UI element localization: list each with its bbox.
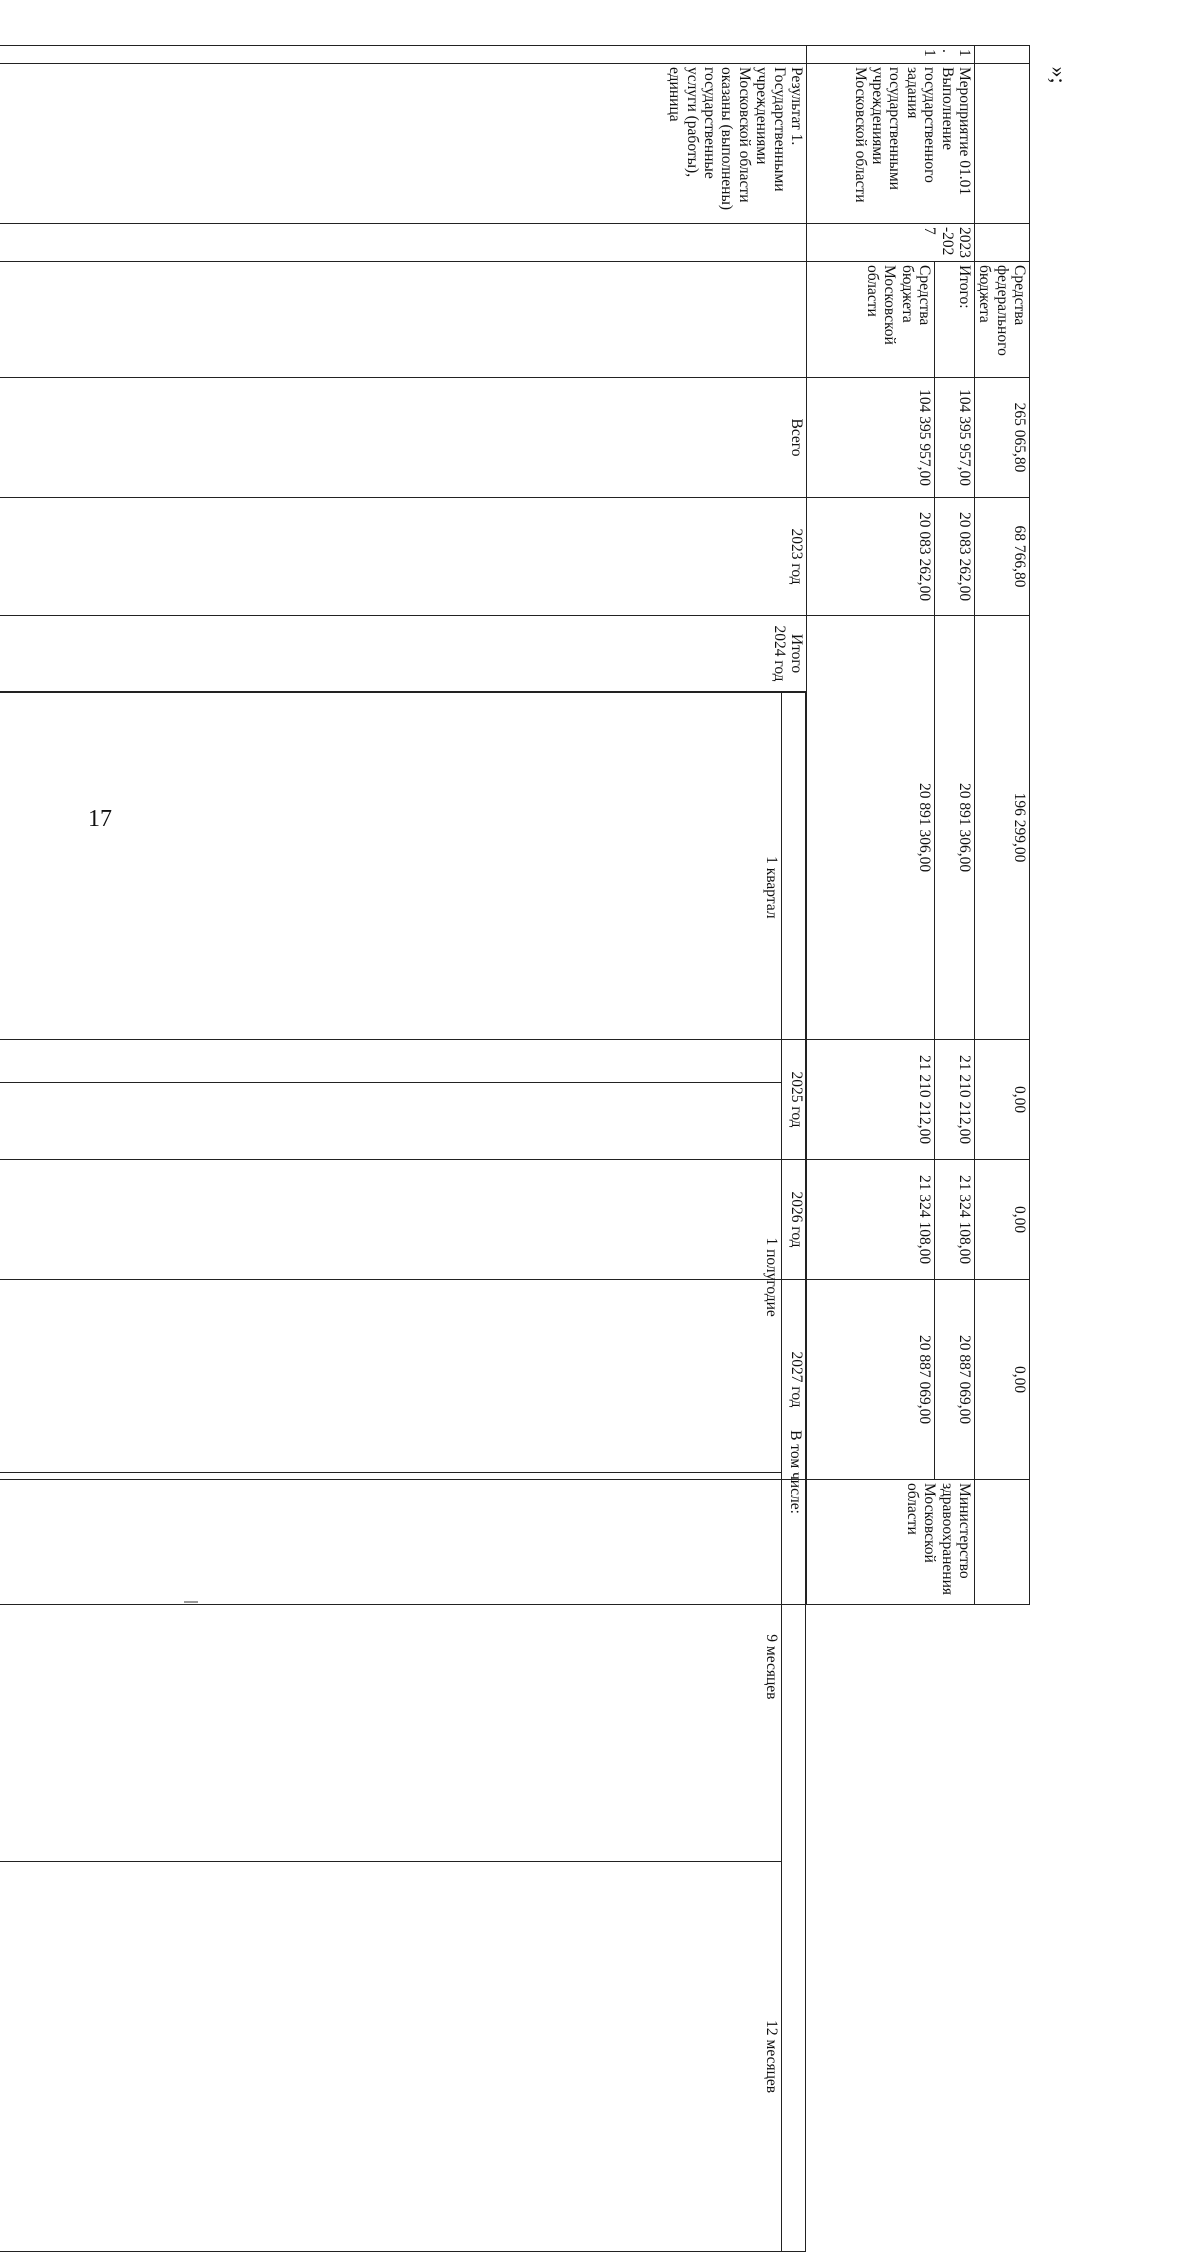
result-1-label: Результат 1. Государственными учреждениями Московской области оказаны (выполнены) государственные услуги (работы), единица [0,64,806,224]
page-number: 17 [88,806,112,832]
y2023-cell: 68 766,80 [974,498,1029,616]
y2025-cell: 0,00 [974,1040,1029,1160]
result-1-2027-header: 2027 год [0,1280,806,1480]
result-1-2024-header: Итого 2024 год [0,616,806,692]
result-1-total-header: Всего [0,378,806,498]
result-1-executor [0,1480,806,1605]
closing-quote-mark: »; [1046,66,1072,84]
rotated-table-wrapper [132,45,1030,2094]
result-1-2026-header: 2026 год [0,1160,806,1280]
y2025-cell: 21 210 212,00 [934,1040,974,1160]
result-1-2023-header: 2023 год [0,498,806,616]
y2024-cell: 20 891 306,00 [806,616,934,1040]
result-1-header-row [0,46,806,1605]
activity-1-num: 1.1 [806,46,974,64]
executor-cell [974,1480,1029,1605]
result-1-h1-header: 1 полугодие [0,1082,781,1472]
activity-1-total-row [934,46,974,1605]
y2025-cell: 21 210 212,00 [806,1040,934,1160]
source-cell: Средства бюджета Московской области [806,262,934,378]
result-1-num [0,46,806,64]
y2027-cell: 0,00 [974,1280,1029,1480]
federal-budget-row [974,46,1029,1605]
source-cell: Средства федерального бюджета [974,262,1029,378]
y2024-cell: 196 299,00 [974,616,1029,1040]
total-cell: 104 395 957,00 [934,378,974,498]
num-cell [974,46,1029,64]
result-1-m9-header: 9 месяцев [0,1472,781,1862]
result-1-incl-header: В том числе: [781,693,805,2252]
period-cell [974,224,1029,262]
activity-1-executor: Министерство здравоохранения Московской области [806,1480,974,1605]
total-cell: 104 395 957,00 [806,378,934,498]
total-cell: 265 065,80 [974,378,1029,498]
y2027-cell: 20 887 069,00 [806,1280,934,1480]
y2026-cell: 21 324 108,00 [934,1160,974,1280]
name-cell [974,64,1029,224]
y2026-cell: 0,00 [974,1160,1029,1280]
result-1-source [0,262,806,378]
source-cell: Итого: [934,262,974,378]
result-1-period [0,224,806,262]
activity-1-name: Мероприятие 01.01 Выполнение государственного задания государственными учреждениями Московской области [806,64,974,224]
y2024-cell: 20 891 306,00 [934,616,974,1040]
y2023-cell: 20 083 262,00 [806,498,934,616]
activity-1-period: 2023-2027 [806,224,974,262]
result-1-q1-header: 1 квартал [0,693,781,1083]
activity-1-budget-row [806,46,934,1605]
result-1-m12-header: 12 месяцев [0,1862,781,2252]
program-activities-table [0,45,1030,2094]
y2023-cell: 20 083 262,00 [934,498,974,616]
y2027-cell: 20 887 069,00 [934,1280,974,1480]
result-1-2025-header: 2025 год [0,1040,806,1160]
y2026-cell: 21 324 108,00 [806,1160,934,1280]
